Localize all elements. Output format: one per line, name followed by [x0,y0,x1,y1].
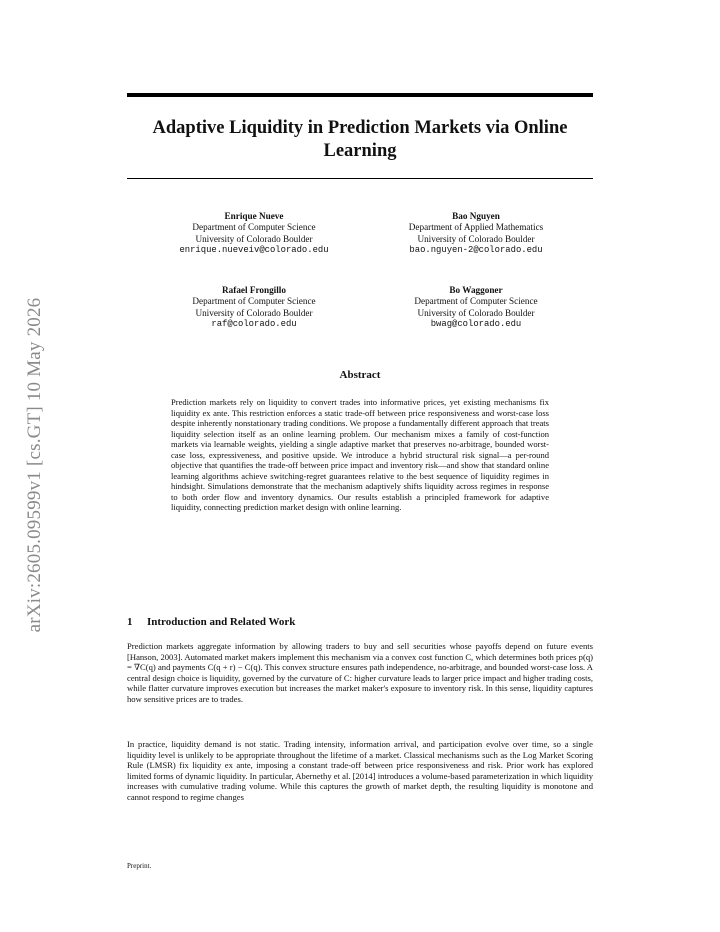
paper-title: Adaptive Liquidity in Prediction Markets via Online Learning [152,118,568,161]
footer-note: Preprint. [127,862,152,870]
title-rule-top [127,93,593,97]
author-department: Department of Computer Science [414,296,538,307]
author-name: Bo Waggoner [449,285,503,295]
author-block-1 [139,211,369,257]
section-heading [127,616,593,628]
author-name: Enrique Nueve [224,211,284,221]
author-email[interactable]: enrique.nueveiv@colorado.edu [179,245,329,256]
author-name: Rafael Frongillo [222,285,286,295]
section-title: Introduction and Related Work [147,616,296,628]
author-block-3 [139,285,369,331]
author-block-2 [361,211,591,257]
abstract-text: Prediction markets rely on liquidity to convert trades into informative prices, yet existing mechanisms fix liquidity ex ante. This restriction enforces a static trade-off between price responsiveness and worst-case loss despite inherently nonstationary trading conditions. We propose a fundamentally different approach that treats liquidity selection itself as an online learning problem. Our mechanism mixes a family of cost-function markets via learnable weights, yielding a single adaptive market that preserves no-arbitrage, bounded worst-case loss, expressiveness, and positive upside. We introduce a hybrid structural risk signal—a per-round objective that quantifies the trade-off between price impact and inventory risk—and show that standard online learning algorithms achieve switching-regret guarantees relative to the best sequence of liquidity regimes in hindsight. Simulations demonstrate that the mechanism adaptively shifts liquidity across regimes in response to both order flow and inventory dynamics. Our results establish a principled framework for adaptive liquidity, connecting prediction market design with online learning. [171,397,549,512]
author-university: University of Colorado Boulder [417,233,535,244]
title-rule-bottom [127,178,593,179]
author-email[interactable]: bao.nguyen-2@colorado.edu [409,245,543,256]
arxiv-stamp: arXiv:2605.09599v1 [cs.GT] 10 May 2026 [24,297,45,633]
author-department: Department of Computer Science [192,296,316,307]
author-university: University of Colorado Boulder [417,307,535,318]
author-email[interactable]: bwag@colorado.edu [430,319,522,330]
author-university: University of Colorado Boulder [195,233,313,244]
author-name: Bao Nguyen [452,211,500,221]
intro-paragraph-2: In practice, liquidity demand is not static. Trading intensity, information arrival, and participation evolve over time, so a single liquidity level is unlikely to be appropriate throughout the lifetime of a market. Classical mechanisms such as the Log Market Scoring Rule (LMSR) fix liquidity ex ante, imposing a constant trade-off between price responsiveness and risk. Prior work has explored limited forms of dynamic liquidity. In particular, Abernethy et al. [2014] introduces a volume-based parameterization in which liquidity increases with cumulative trading volume. While this captures the growth of market depth, the resulting liquidity is monotone and cannot respond to regime changes [127,739,593,802]
author-university: University of Colorado Boulder [195,307,313,318]
author-department: Department of Computer Science [192,222,316,233]
author-department: Department of Applied Mathematics [408,222,544,233]
abstract-heading: Abstract [339,369,381,381]
author-email[interactable]: raf@colorado.edu [211,319,297,330]
author-block-4 [361,285,591,331]
section-number: 1 [127,616,133,628]
intro-paragraph-1: Prediction markets aggregate information by allowing traders to buy and sell securities whose payoffs depend on future events [Hanson, 2003]. Automated market makers implement this mechanism via a convex cost function C, which determines both prices p(q) = ∇C(q) and payments C(q + r) − C(q). This convex structure ensures path independence, no-arbitrage, and bounded worst-case loss. A central design choice is liquidity, governed by the curvature of C: higher curvature leads to larger price impact and higher trading costs, while flatter curvature improves execution but increases the market maker's exposure to inventory risk. In this sense, liquidity captures how sensitive prices are to trades. [127,641,593,704]
